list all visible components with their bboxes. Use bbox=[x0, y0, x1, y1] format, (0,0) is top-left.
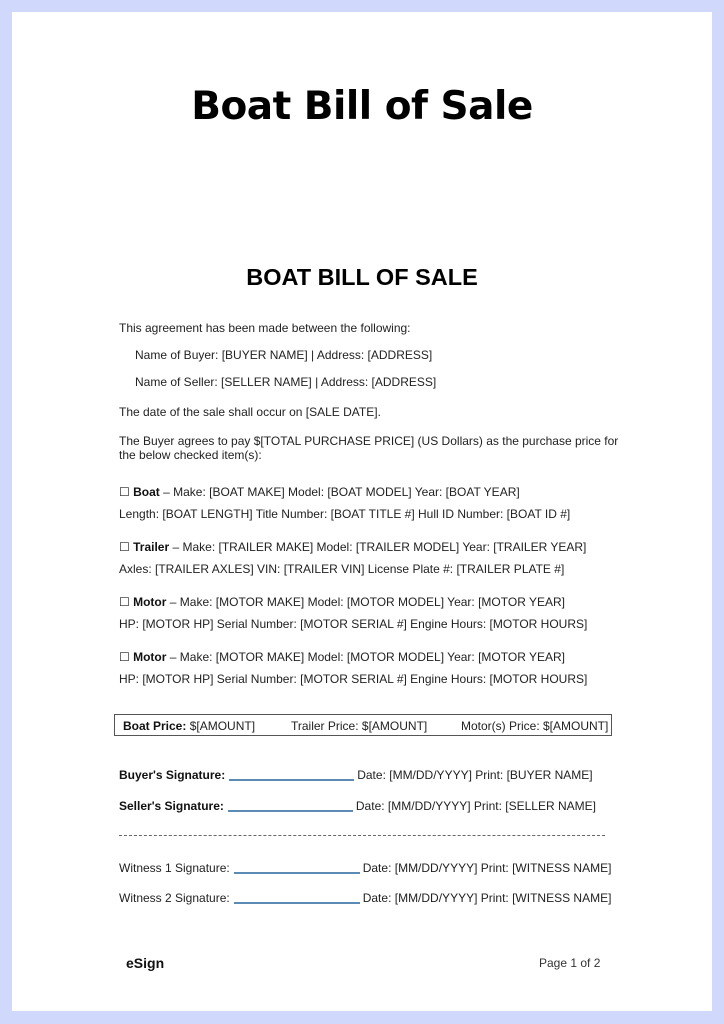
document-title: BOAT BILL OF SALE bbox=[246, 264, 478, 290]
item-details: – Make: [MOTOR MAKE] Model: [MOTOR MODEL] Year: [MOTOR YEAR] bbox=[166, 650, 565, 664]
witness-1-signature-row bbox=[119, 861, 611, 875]
item-motor-2-line1 bbox=[119, 650, 565, 664]
separator-dashed-line bbox=[119, 835, 605, 836]
trailer-checkbox[interactable]: ☐ bbox=[119, 540, 130, 554]
page-indicator: Page 1 of 2 bbox=[539, 956, 601, 970]
item-trailer-line1 bbox=[119, 540, 586, 554]
item-details: – Make: [MOTOR MAKE] Model: [MOTOR MODEL] Year: [MOTOR YEAR] bbox=[166, 595, 565, 609]
price-summary-box bbox=[114, 714, 612, 736]
intro-text: This agreement has been made between the following: bbox=[119, 321, 411, 335]
witness-1-signature-field[interactable] bbox=[234, 871, 360, 874]
item-label: Motor bbox=[133, 595, 167, 609]
witness-2-signature-details: Date: [MM/DD/YYYY] Print: [WITNESS NAME] bbox=[362, 891, 612, 905]
item-boat-line2: Length: [BOAT LENGTH] Title Number: [BOAT TITLE #] Hull ID Number: [BOAT ID #] bbox=[119, 507, 571, 521]
item-boat-line1 bbox=[119, 485, 520, 499]
seller-signature-row bbox=[119, 799, 596, 813]
boat-price-value: $[AMOUNT] bbox=[186, 719, 256, 733]
buyer-signature-label: Buyer's Signature: bbox=[119, 768, 226, 782]
esign-logo: eSign bbox=[126, 955, 165, 971]
buyer-signature-details: Date: [MM/DD/YYYY] Print: [BUYER NAME] bbox=[357, 768, 593, 782]
seller-signature-field[interactable] bbox=[228, 809, 353, 812]
cover-title: Boat Bill of Sale bbox=[191, 84, 533, 129]
trailer-price: Trailer Price: $[AMOUNT] bbox=[291, 719, 428, 733]
item-motor-1-line1 bbox=[119, 595, 565, 609]
motor-2-checkbox[interactable]: ☐ bbox=[119, 650, 130, 664]
witness-2-signature-row bbox=[119, 891, 611, 905]
motors-price: Motor(s) Price: $[AMOUNT] bbox=[461, 719, 609, 733]
item-trailer-line2: Axles: [TRAILER AXLES] VIN: [TRAILER VIN] License Plate #: [TRAILER PLATE #] bbox=[119, 562, 565, 576]
payment-line-1: The Buyer agrees to pay $[TOTAL PURCHASE PRICE] (US Dollars) as the purchase price for bbox=[119, 434, 619, 448]
buyer-info-line: Name of Buyer: [BUYER NAME] | Address: [ADDRESS] bbox=[135, 348, 433, 362]
item-label: Trailer bbox=[133, 540, 170, 554]
witness-1-signature-label: Witness 1 Signature: bbox=[119, 861, 230, 875]
buyer-signature-field[interactable] bbox=[229, 778, 354, 781]
boat-price-label: Boat Price: bbox=[123, 719, 187, 733]
seller-signature-details: Date: [MM/DD/YYYY] Print: [SELLER NAME] bbox=[355, 799, 596, 813]
item-label: Boat bbox=[133, 485, 160, 499]
seller-info-line: Name of Seller: [SELLER NAME] | Address: [ADDRESS] bbox=[135, 375, 437, 389]
item-details: – Make: [BOAT MAKE] Model: [BOAT MODEL] Year: [BOAT YEAR] bbox=[159, 485, 520, 499]
item-motor-1-line2: HP: [MOTOR HP] Serial Number: [MOTOR SERIAL #] Engine Hours: [MOTOR HOURS] bbox=[119, 617, 588, 631]
boat-checkbox[interactable]: ☐ bbox=[119, 485, 130, 499]
witness-2-signature-label: Witness 2 Signature: bbox=[119, 891, 230, 905]
witness-1-signature-details: Date: [MM/DD/YYYY] Print: [WITNESS NAME] bbox=[362, 861, 612, 875]
sale-date-line: The date of the sale shall occur on [SALE DATE]. bbox=[119, 405, 381, 419]
seller-signature-label: Seller's Signature: bbox=[119, 799, 224, 813]
witness-2-signature-field[interactable] bbox=[234, 901, 360, 904]
motor-1-checkbox[interactable]: ☐ bbox=[119, 595, 130, 609]
boat-price bbox=[123, 719, 255, 733]
item-motor-2-line2: HP: [MOTOR HP] Serial Number: [MOTOR SERIAL #] Engine Hours: [MOTOR HOURS] bbox=[119, 672, 588, 686]
buyer-signature-row bbox=[119, 768, 593, 782]
payment-line-2: the below checked item(s): bbox=[119, 448, 262, 462]
item-label: Motor bbox=[133, 650, 167, 664]
item-details: – Make: [TRAILER MAKE] Model: [TRAILER MODEL] Year: [TRAILER YEAR] bbox=[169, 540, 587, 554]
